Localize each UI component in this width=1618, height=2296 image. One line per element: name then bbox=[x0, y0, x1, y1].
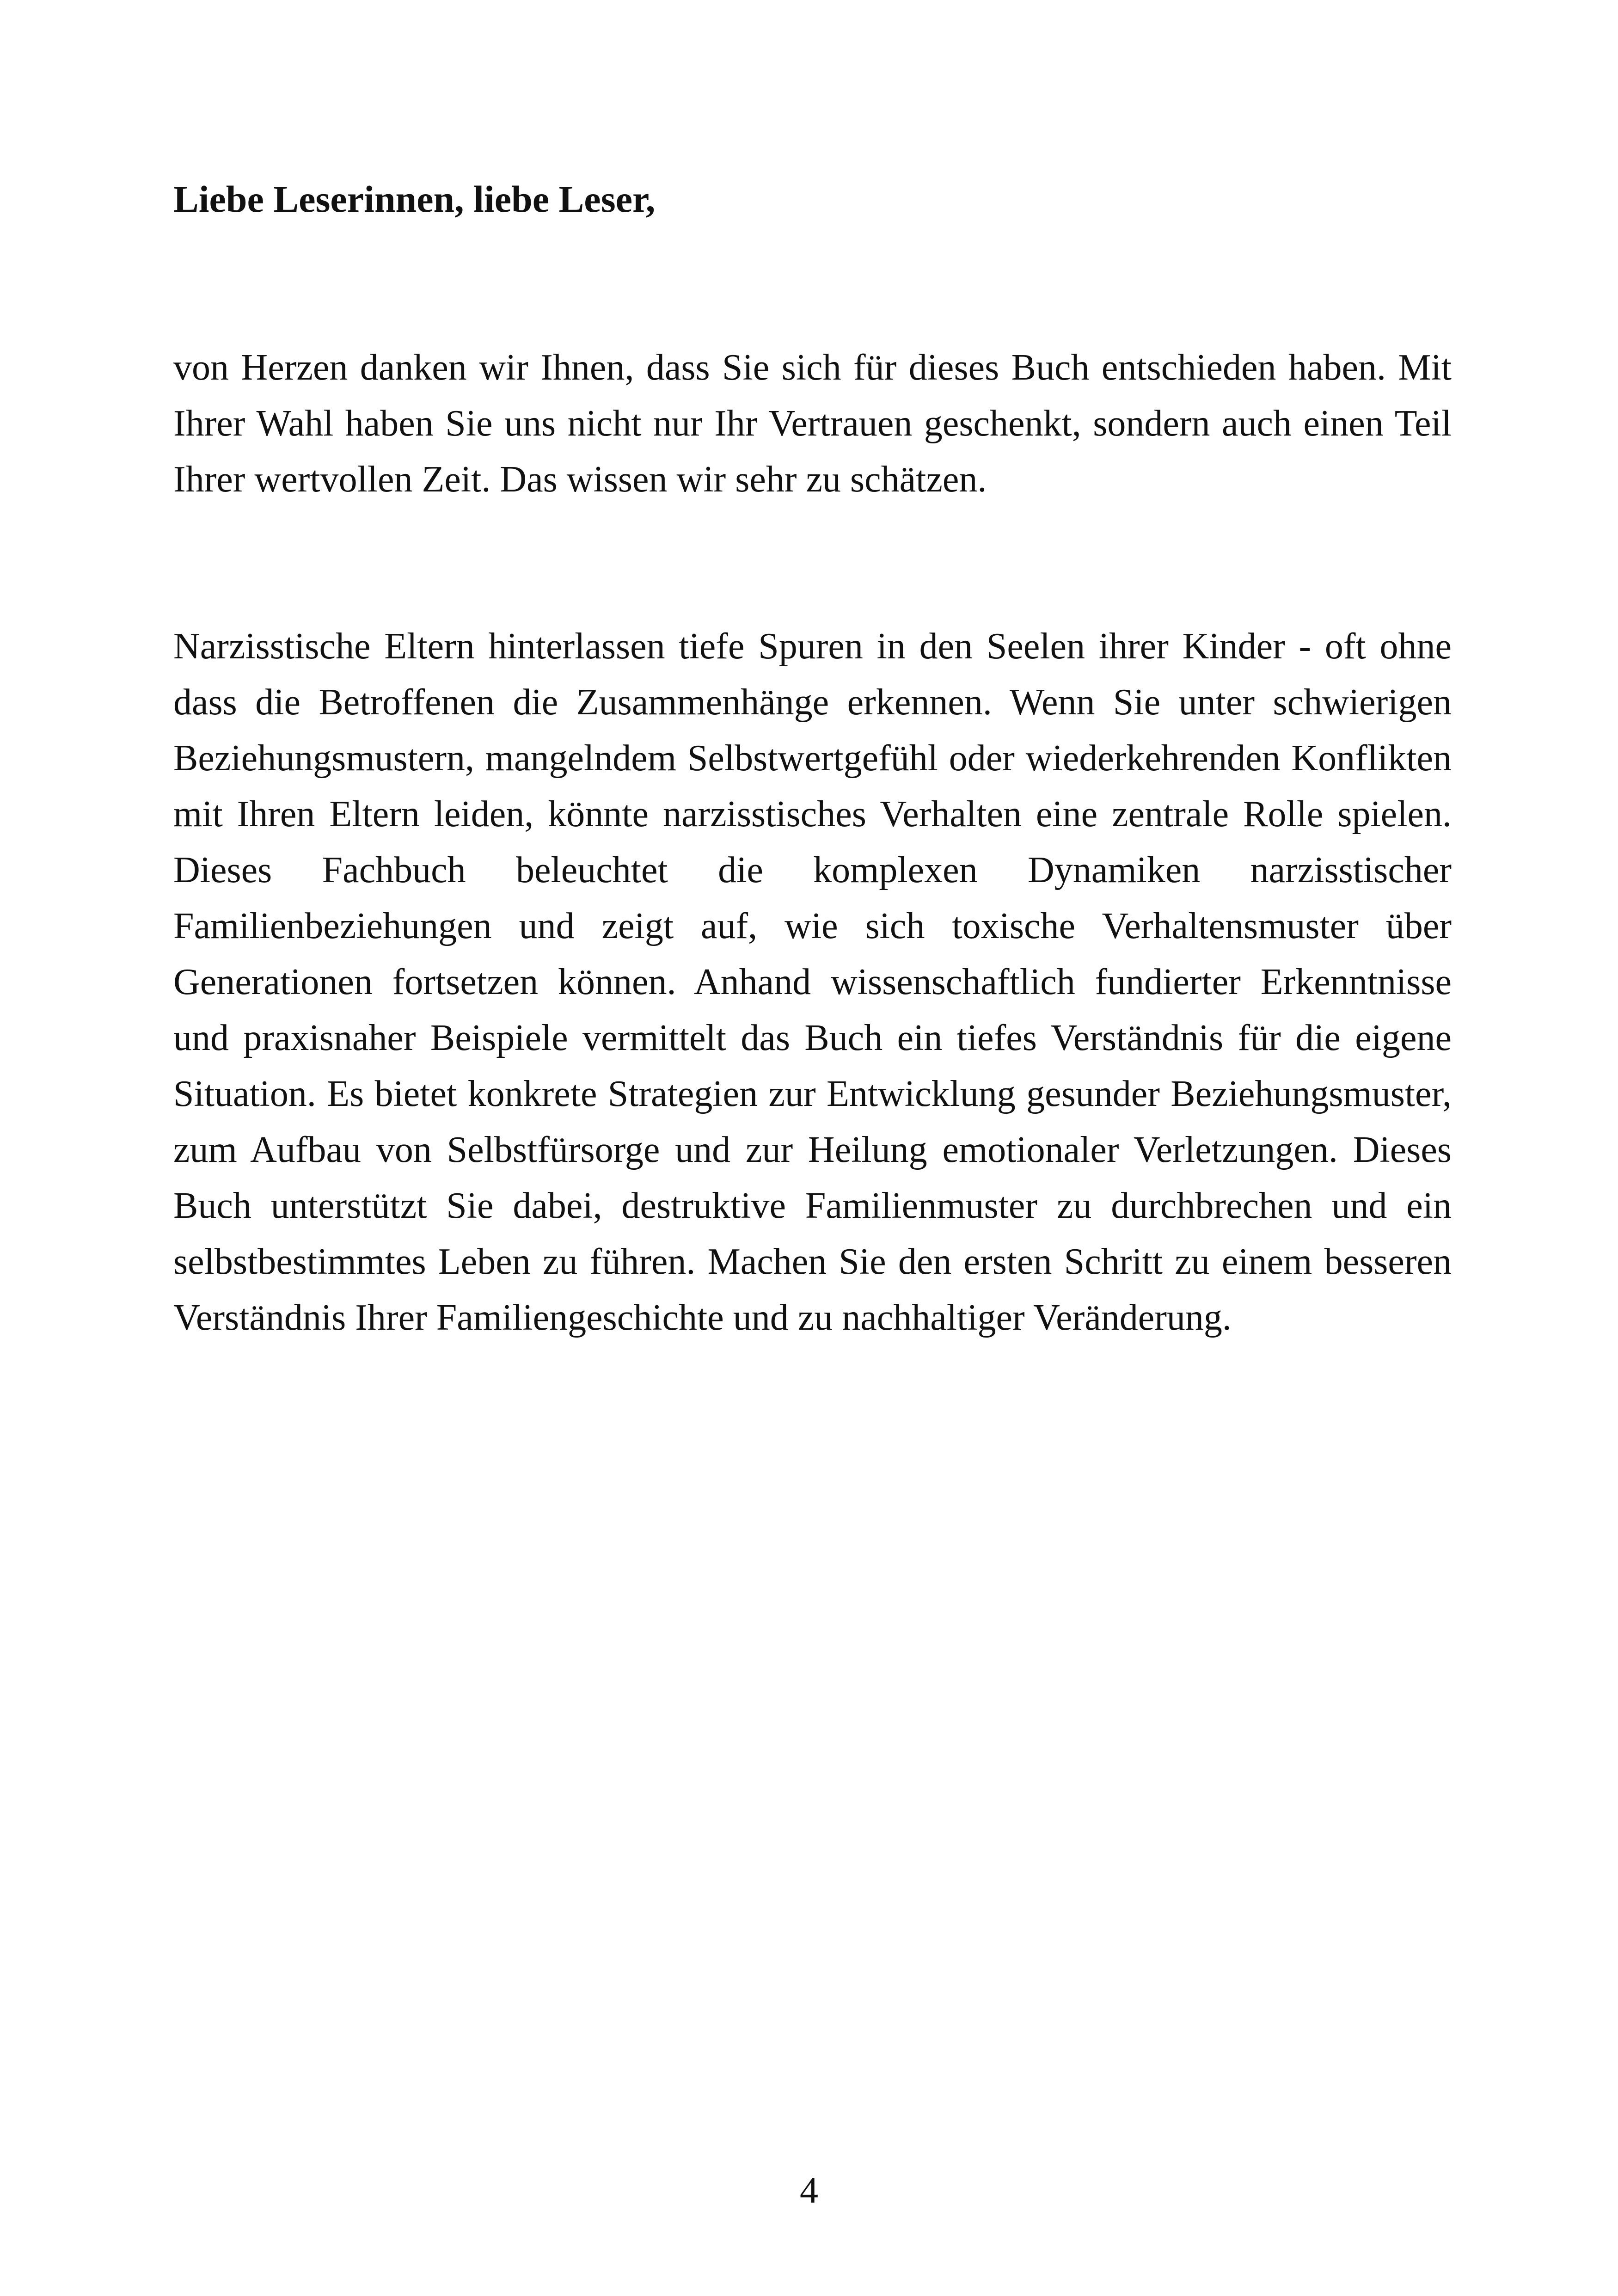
paragraph-thanks: von Herzen danken wir Ihnen, dass Sie sich für dieses Buch entschieden haben. Mit Ihrer Wahl haben Sie uns nicht nur Ihr Vertrauen geschenkt, sondern auch einen Teil Ihrer wertvollen Zeit. Das wissen wir sehr zu schätzen. bbox=[173, 347, 1452, 500]
salutation-heading: Liebe Leserinnen, liebe Leser, bbox=[173, 178, 656, 220]
page-number: 4 bbox=[800, 2170, 818, 2211]
paragraph-book-description: Narzisstische Eltern hinterlassen tiefe Spuren in den Seelen ihrer Kinder - oft ohne dass die Betroffenen die Zusammenhänge erkennen. Wenn Sie unter schwierigen Beziehungsmustern, mangelndem Selbstwertgefühl oder wiederkehrenden Konflikten mit Ihren Eltern leiden, könnte narzisstisches Verhalten eine zentrale Rolle spielen. Dieses Fachbuch beleuchtet die komplexen Dynamiken narzisstischer Familienbeziehungen und zeigt auf, wie sich toxische Verhaltensmuster über Generationen fortsetzen können. Anhand wissenschaftlich fundierter Erkenntnisse und praxisnaher Beispiele vermittelt das Buch ein tiefes Verständnis für die eigene Situation. Es bietet konkrete Strategien zur Entwicklung gesunder Beziehungsmuster, zum Aufbau von Selbstfürsorge und zur Heilung emotionaler Verletzungen. Dieses Buch unterstützt Sie dabei, destruktive Familienmuster zu durchbrechen und ein selbstbestimmtes Leben zu führen. Machen Sie den ersten Schritt zu einem besseren Verständnis Ihrer Familiengeschichte und zu nachhaltiger Veränderung. bbox=[173, 626, 1452, 1338]
